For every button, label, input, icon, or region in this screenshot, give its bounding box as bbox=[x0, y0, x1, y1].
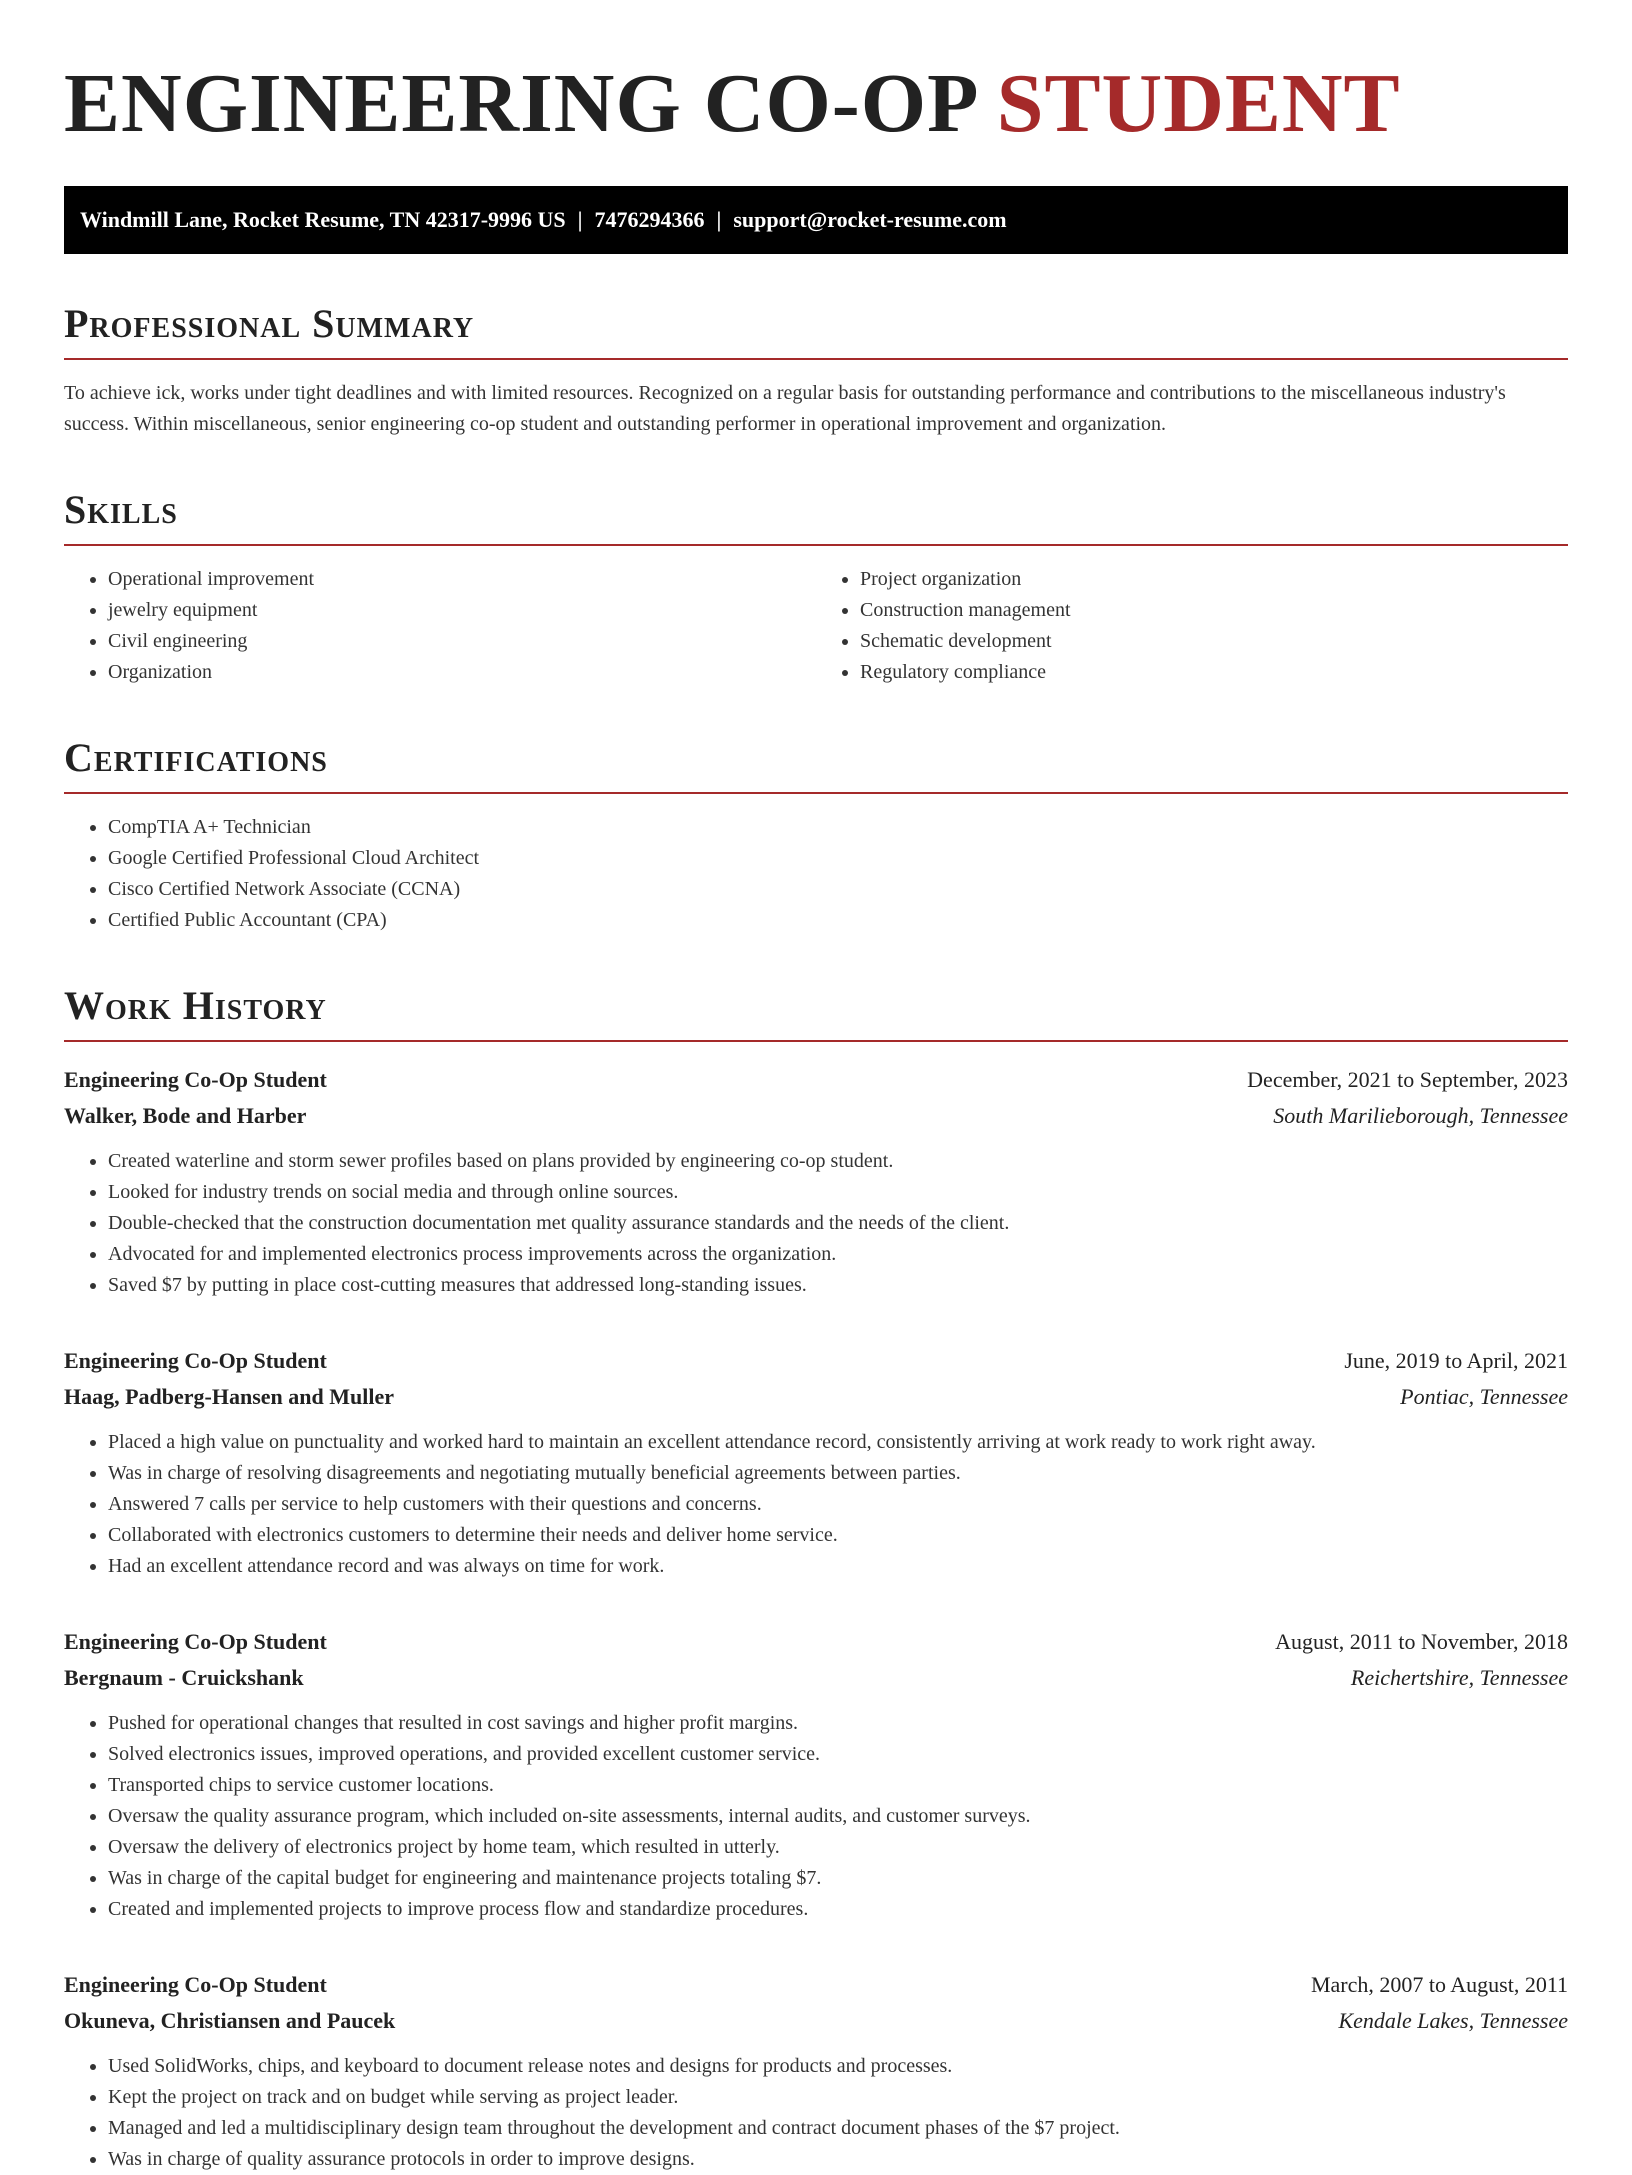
job-dates: March, 2007 to August, 2011 bbox=[1310, 1972, 1568, 1997]
job-bullet: • Had an excellent attendance record and was always on time for work. bbox=[108, 1551, 1568, 1582]
skill-item: • Regulatory compliance bbox=[860, 657, 1568, 688]
job-header-row bbox=[64, 1062, 1568, 1098]
job-dates: August, 2011 to November, 2018 bbox=[1275, 1629, 1568, 1654]
skill-item: • Project organization bbox=[860, 564, 1568, 595]
job-bullet: • Saved $7 by putting in place cost-cutting measures that addressed long-standing issues. bbox=[108, 1270, 1568, 1301]
job-title: Engineering Co-Op Student bbox=[64, 1067, 327, 1092]
certification-item: • Cisco Certified Network Associate (CCNA) bbox=[108, 874, 1568, 905]
job-header-row bbox=[64, 1967, 1568, 2003]
name-main: ENGINEERING CO-OP bbox=[64, 57, 975, 150]
resume-name bbox=[64, 56, 1568, 152]
job-header-row bbox=[64, 1624, 1568, 1660]
certification-item: • CompTIA A+ Technician bbox=[108, 812, 1568, 843]
job-bullet: • Solved electronics issues, improved operations, and provided excellent customer service. bbox=[108, 1739, 1568, 1770]
summary-heading: Professional Summary bbox=[64, 300, 1568, 360]
job-bullet: • Pushed for operational changes that resulted in cost savings and higher profit margins. bbox=[108, 1708, 1568, 1739]
certification-item: • Google Certified Professional Cloud Architect bbox=[108, 843, 1568, 874]
job-bullets bbox=[64, 1146, 1568, 1301]
job-bullet: • Oversaw the delivery of electronics project by home team, which resulted in utterly. bbox=[108, 1832, 1568, 1863]
contact-separator: | bbox=[716, 207, 722, 232]
work-history-heading: Work History bbox=[64, 982, 1568, 1042]
job-title: Engineering Co-Op Student bbox=[64, 1972, 327, 1997]
job-location: Pontiac, Tennessee bbox=[1400, 1384, 1568, 1409]
skills-list-right bbox=[816, 564, 1568, 688]
job-bullet: • Looked for industry trends on social media and through online sources. bbox=[108, 1177, 1568, 1208]
job-company: Haag, Padberg-Hansen and Muller bbox=[64, 1384, 395, 1409]
contact-bar bbox=[64, 186, 1568, 254]
job-company: Okuneva, Christiansen and Paucek bbox=[64, 2008, 396, 2033]
work-history-section bbox=[64, 982, 1568, 2175]
skill-item: • Operational improvement bbox=[108, 564, 816, 595]
job-company: Walker, Bode and Harber bbox=[64, 1103, 307, 1128]
job-location: South Marilieborough, Tennessee bbox=[1273, 1103, 1568, 1128]
skills-section bbox=[64, 486, 1568, 688]
certifications-section bbox=[64, 734, 1568, 936]
job-bullet: • Answered 7 calls per service to help customers with their questions and concerns. bbox=[108, 1489, 1568, 1520]
job-bullet: • Was in charge of quality assurance protocols in order to improve designs. bbox=[108, 2144, 1568, 2175]
job-entry bbox=[64, 1624, 1568, 1925]
job-location: Reichertshire, Tennessee bbox=[1350, 1665, 1568, 1690]
job-header-row bbox=[64, 1343, 1568, 1379]
certifications-heading: Certifications bbox=[64, 734, 1568, 794]
job-bullet: • Double-checked that the construction documentation met quality assurance standards and the needs of the client. bbox=[108, 1208, 1568, 1239]
skills-heading: Skills bbox=[64, 486, 1568, 546]
job-bullet: • Advocated for and implemented electronics process improvements across the organization. bbox=[108, 1239, 1568, 1270]
job-bullet: • Was in charge of the capital budget for engineering and maintenance projects totaling $7. bbox=[108, 1863, 1568, 1894]
job-bullet: • Collaborated with electronics customers to determine their needs and deliver home service. bbox=[108, 1520, 1568, 1551]
job-bullet: • Transported chips to service customer locations. bbox=[108, 1770, 1568, 1801]
job-entry bbox=[64, 1967, 1568, 2175]
job-company-row bbox=[64, 1379, 1568, 1415]
job-company-row bbox=[64, 1660, 1568, 1696]
skills-grid bbox=[64, 546, 1568, 688]
certification-item: • Certified Public Accountant (CPA) bbox=[108, 905, 1568, 936]
job-bullets bbox=[64, 1427, 1568, 1582]
job-company-row bbox=[64, 2003, 1568, 2039]
skills-list-left bbox=[64, 564, 816, 688]
job-bullet: • Oversaw the quality assurance program, which included on-site assessments, internal audits, and customer surveys. bbox=[108, 1801, 1568, 1832]
job-bullet: • Created waterline and storm sewer profiles based on plans provided by engineering co-op student. bbox=[108, 1146, 1568, 1177]
job-company: Bergnaum - Cruickshank bbox=[64, 1665, 304, 1690]
skill-item: • Construction management bbox=[860, 595, 1568, 626]
summary-text: To achieve ick, works under tight deadlines and with limited resources. Recognized on a regular basis for outstanding performance and contributions to the miscellaneous industry's success. Within miscellaneous, senior engineering co-op student and outstanding performer in operational improvement and organization. bbox=[64, 382, 1506, 435]
job-bullet: • Managed and led a multidisciplinary design team throughout the development and contract document phases of the $7 project. bbox=[108, 2113, 1568, 2144]
contact-email: support@rocket-resume.com bbox=[733, 207, 1007, 232]
job-bullet: • Kept the project on track and on budget while serving as project leader. bbox=[108, 2082, 1568, 2113]
job-title: Engineering Co-Op Student bbox=[64, 1348, 327, 1373]
job-bullets bbox=[64, 2051, 1568, 2175]
job-company-row bbox=[64, 1098, 1568, 1134]
skill-item: • Organization bbox=[108, 657, 816, 688]
contact-address: Windmill Lane, Rocket Resume, TN 42317-9996 US bbox=[80, 207, 566, 232]
certifications-list bbox=[64, 812, 1568, 936]
name-accent: STUDENT bbox=[996, 57, 1401, 150]
skill-item: • jewelry equipment bbox=[108, 595, 816, 626]
job-title: Engineering Co-Op Student bbox=[64, 1629, 327, 1654]
job-entry bbox=[64, 1062, 1568, 1301]
job-bullet: • Used SolidWorks, chips, and keyboard to document release notes and designs for products and processes. bbox=[108, 2051, 1568, 2082]
skill-item: • Civil engineering bbox=[108, 626, 816, 657]
job-bullet: • Placed a high value on punctuality and worked hard to maintain an excellent attendance record, consistently arriving at work ready to work right away. bbox=[108, 1427, 1568, 1458]
summary-section bbox=[64, 300, 1568, 440]
job-bullet: • Created and implemented projects to improve process flow and standardize procedures. bbox=[108, 1894, 1568, 1925]
job-dates: June, 2019 to April, 2021 bbox=[1344, 1348, 1568, 1373]
skill-item: • Schematic development bbox=[860, 626, 1568, 657]
job-dates: December, 2021 to September, 2023 bbox=[1247, 1067, 1568, 1092]
job-bullets bbox=[64, 1708, 1568, 1925]
contact-separator: | bbox=[577, 207, 583, 232]
contact-phone: 7476294366 bbox=[594, 207, 705, 232]
job-entry bbox=[64, 1343, 1568, 1582]
job-location: Kendale Lakes, Tennessee bbox=[1338, 2008, 1568, 2033]
job-bullet: • Was in charge of resolving disagreements and negotiating mutually beneficial agreements between parties. bbox=[108, 1458, 1568, 1489]
